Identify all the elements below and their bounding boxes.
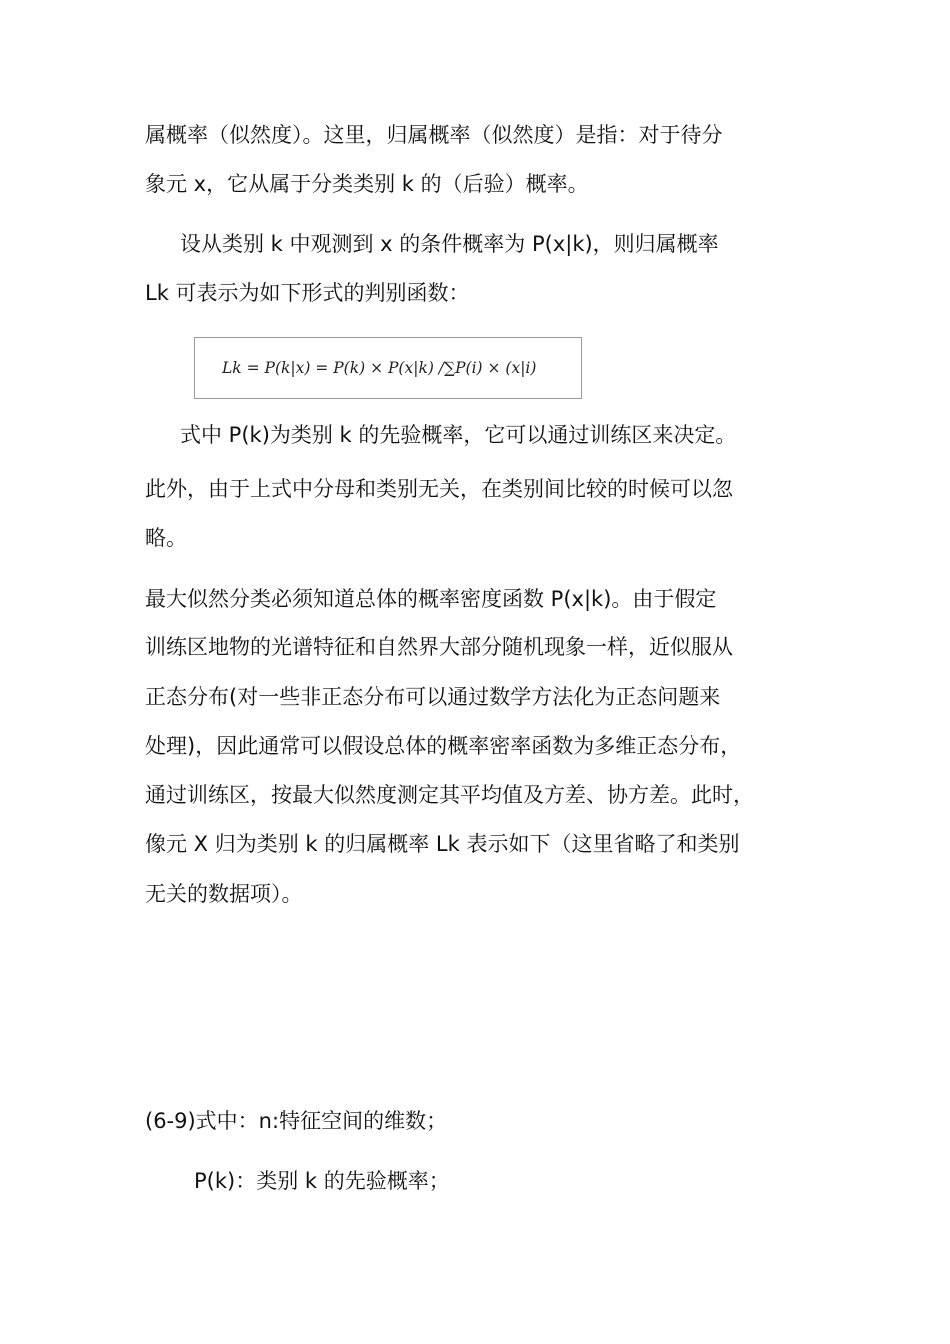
paragraph2-line2: Lk 可表示为如下形式的判别函数： bbox=[145, 281, 470, 305]
paragraph4-line4: 处理)，因此通常可以假设总体的概率密率函数为多维正态分布， bbox=[145, 734, 742, 758]
paragraph4-line7: 无关的数据项）。 bbox=[145, 882, 303, 906]
paragraph1-line2: 象元 x，它从属于分类类别 k 的（后验）概率。 bbox=[145, 172, 589, 196]
paragraph3-line1: 式中 P(k)为类别 k 的先验概率，它可以通过训练区来决定。 bbox=[180, 423, 737, 447]
definition-line1: (6-9)式中：n:特征空间的维数； bbox=[145, 1109, 448, 1133]
paragraph2-line1: 设从类别 k 中观测到 x 的条件概率为 P(x|k)，则归属概率 bbox=[180, 232, 719, 256]
formula-text: Lk = P(k|x) = P(k) × P(x|k) /∑P(i) × (x|i) bbox=[222, 359, 537, 377]
paragraph3-line2: 此外，由于上式中分母和类别无关，在类别间比较的时候可以忽 bbox=[145, 477, 733, 501]
paragraph4-line3: 正态分布(对一些非正态分布可以通过数学方法化为正态问题来 bbox=[145, 685, 721, 709]
definition-line2: P(k)：类别 k 的先验概率； bbox=[194, 1169, 450, 1193]
paragraph4-line2: 训练区地物的光谱特征和自然界大部分随机现象一样，近似服从 bbox=[145, 635, 733, 659]
paragraph4-line5: 通过训练区，按最大似然度测定其平均值及方差、协方差。此时， bbox=[145, 783, 754, 807]
paragraph1-line1: 属概率（似然度）。这里，归属概率（似然度）是指：对于待分 bbox=[145, 123, 723, 147]
paragraph3-line3: 略。 bbox=[145, 526, 187, 550]
paragraph4-line1: 最大似然分类必须知道总体的概率密度函数 P(x|k)。由于假定 bbox=[145, 587, 717, 611]
paragraph4-line6: 像元 X 归为类别 k 的归属概率 Lk 表示如下（这里省略了和类别 bbox=[145, 832, 740, 856]
